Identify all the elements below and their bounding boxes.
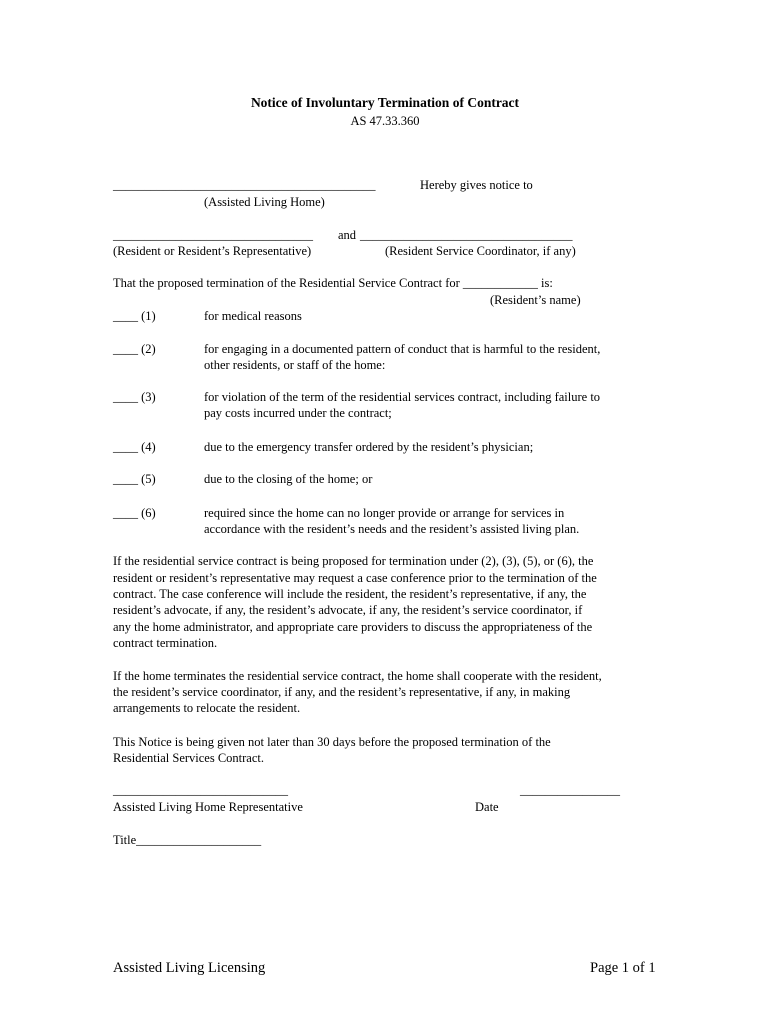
and-text: and — [338, 228, 357, 242]
document-title: Notice of Involuntary Termination of Contract — [250, 95, 520, 110]
paragraph-1-line: If the residential service contract is being proposed for termination under (2), (3), (5), or (6), the — [113, 554, 594, 568]
paragraph-1-line: contract. The case conference will include the resident, the resident’s representative, if any, the — [113, 587, 587, 601]
date-label: Date — [475, 800, 499, 814]
statute-reference: AS 47.33.360 — [350, 114, 420, 128]
coordinator-caption: (Resident Service Coordinator, if any) — [385, 244, 576, 258]
resident-caption: (Resident or Resident’s Representative) — [113, 244, 312, 258]
footer-left: Assisted Living Licensing — [113, 960, 266, 976]
reason-4-text: due to the emergency transfer ordered by the resident’s physician; — [204, 440, 534, 454]
reason-5-text: due to the closing of the home; or — [204, 472, 373, 486]
paragraph-3-line: Residential Services Contract. — [113, 751, 265, 765]
representative-label: Assisted Living Home Representative — [113, 800, 303, 814]
paragraph-3-line: This Notice is being given not later than 30 days before the proposed termination of the — [113, 735, 551, 749]
paragraph-2-line: the resident’s service coordinator, if any, and the resident’s representative, if any, in making — [113, 685, 571, 699]
coordinator-blank[interactable]: __________________________________ — [360, 228, 573, 242]
home-caption: (Assisted Living Home) — [204, 195, 325, 209]
reason-3-text: for violation of the term of the residential services contract, including failure to — [204, 390, 601, 404]
reason-6-text-cont: accordance with the resident’s needs and the resident’s assisted living plan. — [204, 522, 580, 536]
reason-4-marker[interactable]: ____ (4) — [113, 440, 156, 454]
date-blank[interactable]: ________________ — [520, 783, 620, 797]
paragraph-1-line: contract termination. — [113, 636, 218, 650]
termination-statement: That the proposed termination of the Residential Service Contract for ____________ is: — [113, 276, 553, 290]
reason-6-text: required since the home can no longer provide or arrange for services in — [204, 506, 565, 520]
reason-3-marker[interactable]: ____ (3) — [113, 390, 156, 404]
paragraph-1-line: any the home administrator, and appropriate care providers to discuss the appropriateness of the — [113, 620, 593, 634]
reason-2-marker[interactable]: ____ (2) — [113, 342, 156, 356]
reason-2-text-cont: other residents, or staff of the home: — [204, 358, 386, 372]
reason-5-marker[interactable]: ____ (5) — [113, 472, 156, 486]
reason-1-text: for medical reasons — [204, 309, 302, 323]
paragraph-1-line: resident or resident’s representative may request a case conference prior to the termination of the — [113, 571, 597, 585]
title-field[interactable]: Title____________________ — [113, 833, 262, 847]
page-number: Page 1 of 1 — [590, 960, 656, 976]
reason-3-text-cont: pay costs incurred under the contract; — [204, 406, 392, 420]
paragraph-1-line: resident’s advocate, if any, the resident’s advocate, if any, the resident’s service coordinator, if — [113, 603, 583, 617]
notice-text: Hereby gives notice to — [420, 178, 533, 192]
paragraph-2-line: arrangements to relocate the resident. — [113, 701, 301, 715]
reason-1-marker[interactable]: ____ (1) — [113, 309, 156, 323]
representative-signature-blank[interactable]: ____________________________ — [113, 783, 288, 797]
resident-blank[interactable]: ________________________________ — [113, 228, 313, 242]
reason-6-marker[interactable]: ____ (6) — [113, 506, 156, 520]
resident-name-caption: (Resident’s name) — [490, 293, 581, 307]
paragraph-2-line: If the home terminates the residential service contract, the home shall cooperate with the resident, — [113, 669, 602, 683]
home-name-blank[interactable]: __________________________________________ — [113, 178, 376, 192]
reason-2-text: for engaging in a documented pattern of conduct that is harmful to the resident, — [204, 342, 601, 356]
